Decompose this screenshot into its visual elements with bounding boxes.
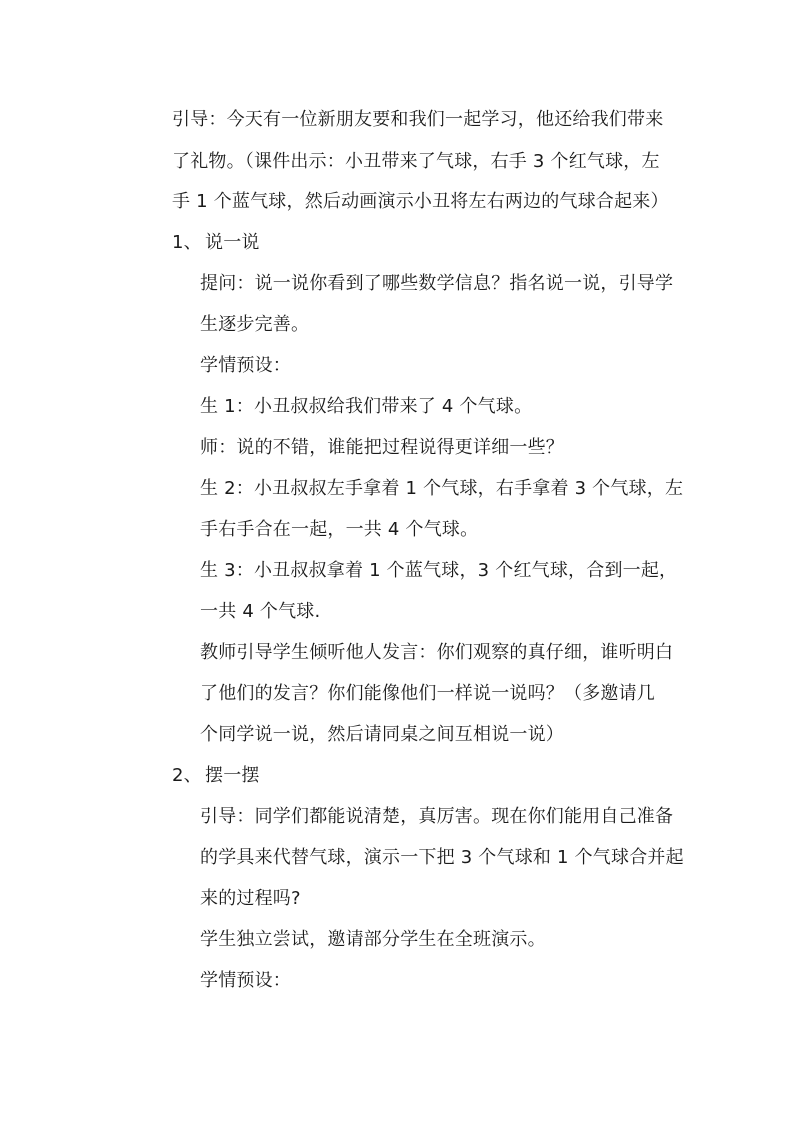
section2-title: 摆一摆 — [205, 765, 260, 786]
section1-line-6: 生 2：小丑叔叔左手拿着 1 个气球，右手拿着 3 个气球，左 — [200, 478, 684, 499]
intro-line-3: 手 1 个蓝气球，然后动画演示小丑将左右两边的气球合起来） — [172, 191, 669, 212]
section2-line-2: 的学具来代替气球，演示一下把 3 个气球和 1 个气球合并起 — [200, 847, 684, 868]
section1-number: 1、 — [172, 232, 202, 253]
intro-line-1: 引导：今天有一位新朋友要和我们一起学习，他还给我们带来 — [172, 109, 664, 130]
section1-line-12: 个同学说一说，然后请同桌之间互相说一说） — [200, 724, 564, 745]
section2-line-5: 学情预设： — [200, 970, 291, 991]
section1-line-1: 提问：说一说你看到了哪些数学信息？指名说一说，引导学 — [200, 273, 674, 294]
section1-line-5: 师：说的不错，谁能把过程说得更详细一些？ — [200, 437, 564, 458]
section1-line-2: 生逐步完善。 — [200, 314, 310, 335]
section2-line-4: 学生独立尝试，邀请部分学生在全班演示。 — [200, 929, 546, 950]
section1-line-8: 生 3：小丑叔叔拿着 1 个蓝气球，3 个红气球，合到一起， — [200, 560, 678, 581]
intro-line-2: 了礼物。（课件出示：小丑带来了气球，右手 3 个红气球，左 — [172, 151, 660, 172]
section1-title: 说一说 — [205, 232, 260, 253]
section1-line-3: 学情预设： — [200, 355, 291, 376]
section2-line-3: 来的过程吗? — [200, 888, 301, 909]
section2-number: 2、 — [172, 765, 202, 786]
section1-line-10: 教师引导学生倾听他人发言：你们观察的真仔细，谁听明白 — [200, 642, 674, 663]
section1-line-4: 生 1：小丑叔叔给我们带来了 4 个气球。 — [200, 396, 533, 417]
section2-line-1: 引导：同学们都能说清楚，真厉害。现在你们能用自己准备 — [200, 806, 674, 827]
section1-line-11: 了他们的发言？你们能像他们一样说一说吗？（多邀请几 — [200, 683, 655, 704]
section1-line-9: 一共 4 个气球. — [200, 601, 321, 622]
section1-line-7: 手右手合在一起，一共 4 个气球。 — [200, 519, 479, 540]
